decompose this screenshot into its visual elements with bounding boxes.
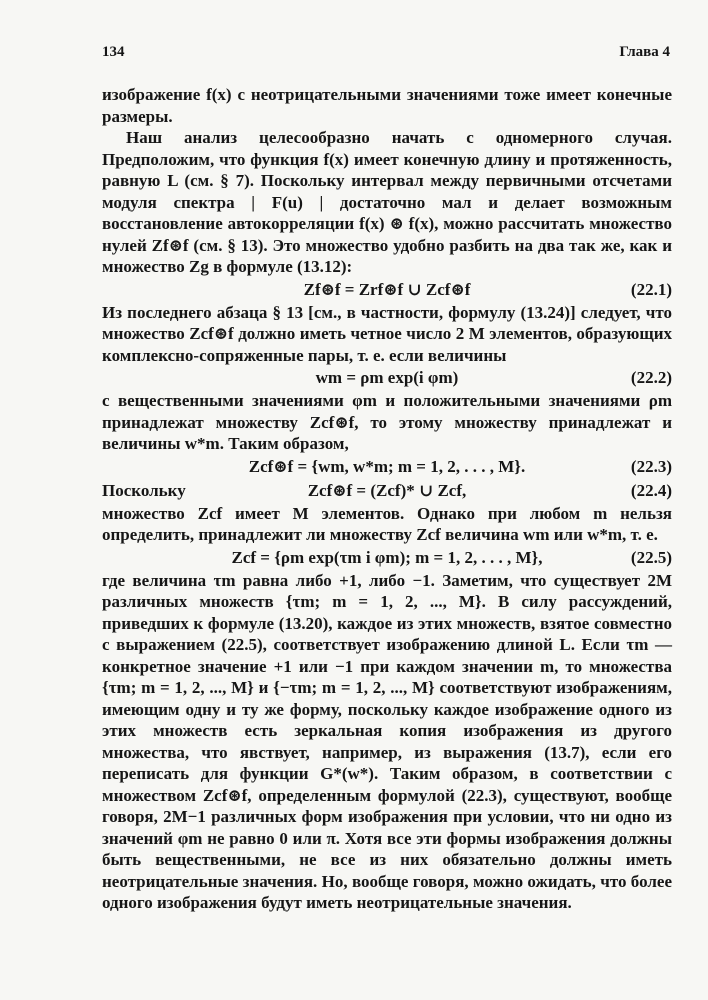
equation-expression: Zcf = {ρm exp(τm i φm); m = 1, 2, . . . , M}, [231,547,543,567]
page-body [102,84,672,914]
equation-number: (22.4) [630,480,672,500]
equation-expression: Zcf⊛f = {wm, w*m; m = 1, 2, . . . , M}. [248,456,526,476]
equation-22-1 [102,278,672,302]
equation-number: (22.1) [630,279,672,299]
equation-number: (22.3) [630,456,672,476]
equation-expression: Zcf⊛f = (Zcf)* ∪ Zcf, [307,480,467,500]
paragraph: с вещественными значениями φm и положительными значениями ρm принадлежат множеству Zcf⊛f, то этому множеству принадлежат и величины w*m. Таким образом, [102,391,672,453]
equation-22-4 [102,479,672,503]
paragraph: Из последнего абзаца § 13 [см., в частности, формулу (13.24)] следует, что множество Zcf⊛f должно иметь четное число 2 M элементов, образующих комплексно-сопряженные пары, т. е. если величины [102,302,672,365]
paragraph: множество Zcf имеет M элементов. Однако при любом m нельзя определить, принадлежит ли множеству Zcf величина wm или w*m, т. е. [102,503,672,544]
equation-expression: wm = ρm exp(i φm) [315,368,459,387]
paragraph: изображение f(x) с неотрицательными значениями тоже имеет конечные размеры. [102,85,672,126]
equation-22-3 [102,455,672,479]
paragraph: Наш анализ целесообразно начать с одномерного случая. Предположим, что функция f(x) имеет конечную длину и протяженность, равную L (см. § 7). Поскольку интервал между первичными отсчетами модуля спектра | F(u) | достаточно мал и делает возможным восстановление автокорреляции f(x) ⊛ f(x), можно рассчитать множество нулей Zf⊛f (см. § 13). Это множество удобно разбить на два так же, как и множество Zg в формуле (13.12): [102,128,672,276]
page-number: 134 [102,44,125,60]
paragraph-lead: Поскольку [102,480,186,500]
equation-22-2 [102,366,672,390]
equation-number: (22.2) [630,368,672,387]
page-header [102,44,670,64]
paragraph: где величина τm равна либо +1, либо −1. Заметим, что существует 2M различных множеств {τm; m = 1, 2, ..., M}. В силу рассуждений, приведших к формуле (13.20), каждое из этих множеств, взятое совместно с выражением (22.5), соответствует изображению длиной L. Если τm — конкретное значение +1 или −1 при каждом значении m, то множества {τm; m = 1, 2, ..., M} и {−τm; m = 1, 2, ..., M} соответствуют изображениям, имеющим одну и ту же форму, поскольку каждое изображение одного из этих множеств есть зеркальная копия изображения из другого множества, что явствует, например, из выражения (13.7), если его переписать для функции G*(w*). Таким образом, в соответствии с множеством Zcf⊛f, определенным формулой (22.3), существуют, вообще говоря, 2M−1 различных форм изображения при условии, что ни одно из значений φm не равно 0 или π. Хотя все эти формы изображения должны быть вещественными, не все из них обязательно должны иметь неотрицательные значения. Но, вообще говоря, можно ожидать, что более одного изображения будут иметь неотрицательные значения. [102,570,672,912]
chapter-title: Глава 4 [619,44,670,60]
equation-expression: Zf⊛f = Zrf⊛f ∪ Zcf⊛f [303,279,471,299]
equation-22-5 [102,546,672,570]
equation-number: (22.5) [630,547,672,567]
